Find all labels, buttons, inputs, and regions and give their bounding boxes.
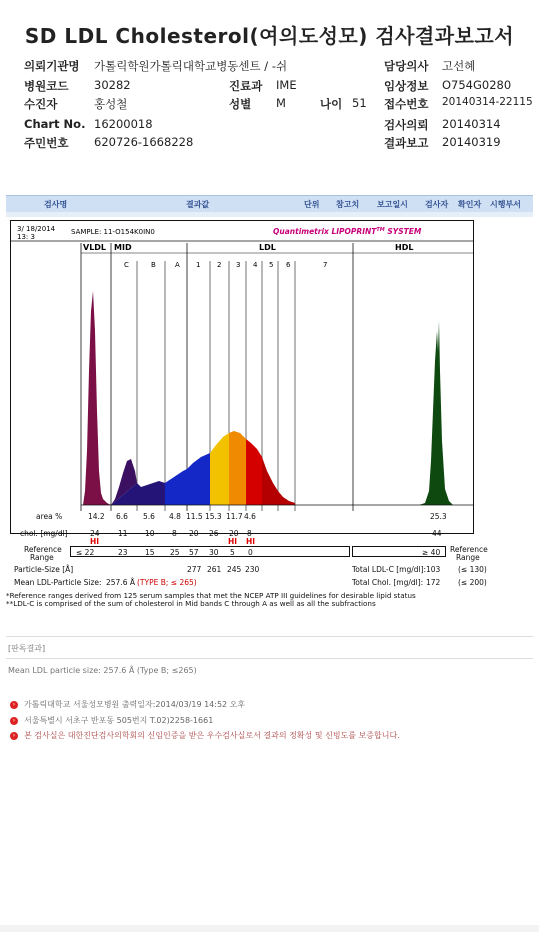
area-2: 15.3: [205, 512, 222, 521]
clinical-value: O754G0280: [442, 78, 512, 92]
vldl-label: VLDL: [83, 243, 107, 252]
ps-2: 261: [207, 565, 222, 574]
ps-4: 230: [245, 565, 260, 574]
band-labels: [124, 261, 327, 269]
ref-label-1: Reference: [24, 545, 62, 554]
area-3: 11.7: [226, 512, 243, 521]
hi-flag-vldl: HI: [90, 537, 100, 546]
chart-label: Chart No.: [24, 117, 86, 131]
band-5: 5: [269, 261, 274, 269]
ref-3: 5: [230, 548, 235, 557]
chol-c: 11: [118, 529, 128, 538]
receipt-value: 20140314-22115: [442, 96, 533, 108]
footnote-2: **LDL-C is comprised of the sum of cholesterol in Mid bands C through A as well as all the subfractions: [6, 599, 376, 608]
brand-label: Quantimetrix LIPOPRINT™ SYSTEM: [273, 227, 422, 236]
total-ldl-value: 103: [426, 565, 441, 574]
ref-hdl: ≥ 40: [422, 548, 441, 557]
ref-b: 15: [145, 548, 155, 557]
col-department: 시행부서: [490, 200, 521, 209]
note-hospital: › 가톨릭대학교 서울성모병원 출력일자:2014/03/19 14:52 오후: [10, 699, 245, 710]
note-address: › 서울특별시 서초구 반포동 505번지 T.02)2258-1661: [10, 715, 213, 726]
band-2: 2: [217, 261, 222, 269]
sex-label: 성별: [229, 97, 252, 111]
ref-label-right-1: Reference: [450, 545, 488, 554]
area-label: area %: [36, 512, 63, 521]
band-3: 3: [236, 261, 241, 269]
column-subheader: [6, 212, 533, 217]
particle-size-label: Particle-Size [Å]: [14, 565, 74, 574]
clinical-label: 임상정보: [384, 79, 429, 93]
age-value: 51: [352, 96, 367, 110]
col-report-time: 보고일시: [377, 200, 408, 209]
total-chol-ref: (≤ 200): [458, 578, 487, 587]
area-4: 4.6: [244, 512, 256, 521]
col-checker: 확인자: [458, 200, 482, 209]
report-value: 20140319: [442, 135, 501, 149]
area-1: 11.5: [186, 512, 203, 521]
doctor-label: 담당의사: [384, 59, 429, 73]
area-c: 6.6: [116, 512, 128, 521]
chol-hdl: 44: [432, 529, 442, 538]
hi-flag-4: HI: [246, 537, 256, 546]
area-vldl: 14.2: [88, 512, 105, 521]
chol-4: 8: [247, 529, 252, 538]
plot-time: 13: 3: [17, 233, 35, 241]
hdl-label: HDL: [395, 243, 414, 252]
area-a: 4.8: [169, 512, 181, 521]
request-label: 검사의뢰: [384, 118, 429, 132]
subject-value: 홍성철: [94, 97, 128, 111]
area-b: 5.6: [143, 512, 155, 521]
col-reference: 참고치: [336, 200, 360, 209]
band-c: C: [124, 261, 129, 269]
band-4: 4: [253, 261, 258, 269]
column-header-bar: [6, 195, 533, 213]
band-1: 1: [196, 261, 201, 269]
chol-3: 20: [229, 529, 239, 538]
band-a: A: [175, 261, 180, 269]
total-ldl-ref: (≤ 130): [458, 565, 487, 574]
densitometry-trace: [83, 291, 453, 505]
rrn-value: 620726-1668228: [94, 135, 194, 149]
area-hdl: 25.3: [430, 512, 447, 521]
col-result: 결과값: [186, 200, 210, 209]
chol-vldl: 24: [90, 529, 100, 538]
total-ldl-label: Total LDL-C [mg/dl]:: [352, 565, 427, 574]
subject-label: 수진자: [24, 97, 58, 111]
chol-b: 10: [145, 529, 155, 538]
age-label: 나이: [320, 97, 343, 111]
note-certification: › 본 검사실은 대한진단검사의학회의 신임인증을 받은 우수검사실로서 결과의 정확성 및 신빙도를 보증합니다.: [10, 730, 400, 741]
doctor-value: 고선혜: [442, 59, 476, 73]
ref-1: 57: [189, 548, 199, 557]
band-b: B: [151, 261, 156, 269]
ref-2: 30: [209, 548, 219, 557]
hospital-code-value: 30282: [94, 78, 131, 92]
col-tester: 검사자: [425, 200, 449, 209]
hi-flag-3: HI: [228, 537, 238, 546]
divider-1: [6, 636, 533, 637]
chol-a: 8: [172, 529, 177, 538]
institution-value: 가톨릭학원가톨릭대학교병동센트 / -쉬: [94, 59, 288, 73]
plot-sample: SAMPLE: 11-O154K0IN0: [71, 228, 155, 236]
total-chol-label: Total Chol. [mg/dl]:: [352, 578, 424, 587]
ps-1: 277: [187, 565, 202, 574]
mean-size-value: 257.6 Å: [106, 578, 135, 587]
chart-value: 16200018: [94, 117, 153, 131]
band-7: 7: [323, 261, 328, 269]
bullet-icon: ›: [10, 701, 18, 709]
band-6: 6: [286, 261, 291, 269]
page-title: SD LDL Cholesterol(여의도성모) 검사결과보고서: [24, 24, 515, 48]
lipoprint-report: [6, 192, 533, 612]
ref-vldl: ≤ 22: [76, 548, 95, 557]
footnote-1: *Reference ranges derived from 125 serum samples that met the NCEP ATP III guidelines for desirable lipid status: [6, 591, 416, 600]
institution-label: 의뢰기관명: [24, 59, 80, 73]
mean-size-type: (TYPE B; ≤ 265): [137, 578, 197, 587]
ref-label-2: Range: [30, 553, 54, 562]
ref-4: 0: [248, 548, 253, 557]
mean-size-label: Mean LDL-Particle Size:: [14, 578, 102, 587]
mean-ldl-text: Mean LDL particle size: 257.6 Å (Type B; ≤265): [8, 666, 197, 675]
receipt-label: 접수번호: [384, 97, 429, 111]
report-label: 결과보고: [384, 136, 429, 150]
bullet-icon: ›: [10, 717, 18, 725]
ref-a: 25: [170, 548, 180, 557]
ldl-label: LDL: [259, 243, 276, 252]
dept-value: IME: [276, 78, 297, 92]
dept-label: 진료과: [229, 79, 263, 93]
ps-3: 245: [227, 565, 242, 574]
hospital-code-label: 병원코드: [24, 79, 69, 93]
request-value: 20140314: [442, 117, 501, 131]
ref-c: 23: [118, 548, 128, 557]
sex-value: M: [276, 96, 286, 110]
plot-date: 3/ 18/2014: [17, 225, 56, 233]
ref-label-right-2: Range: [456, 553, 480, 562]
col-test-name: 검사명: [44, 200, 68, 209]
total-chol-value: 172: [426, 578, 441, 587]
chol-label: chol. [mg/dl]: [20, 529, 68, 538]
lipoprint-plot-box: [10, 220, 474, 534]
col-unit: 단위: [304, 200, 320, 209]
chol-1: 20: [189, 529, 199, 538]
bullet-icon: ›: [10, 732, 18, 740]
mid-label: MID: [114, 243, 132, 252]
chol-2: 26: [209, 529, 219, 538]
result-header: [판독결과]: [8, 644, 46, 653]
rrn-label: 주민번호: [24, 136, 69, 150]
lipoprint-plot: [11, 221, 473, 533]
divider-2: [6, 658, 533, 659]
